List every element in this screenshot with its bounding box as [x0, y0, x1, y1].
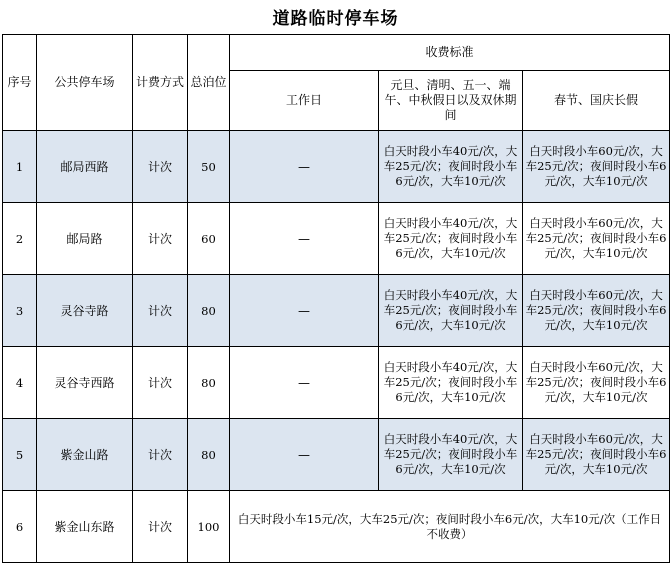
- table-row: [3, 347, 670, 419]
- header-holiday-short: 元旦、清明、五一、端午、中秋假日以及双休期间: [379, 71, 523, 131]
- row-holiday-long: 白天时段小车60元/次，大车25元/次；夜间时段小车6元/次，大车10元/次: [523, 203, 670, 275]
- row-lot: 灵谷寺西路: [37, 347, 133, 419]
- header-holiday-long: 春节、国庆长假: [523, 71, 670, 131]
- row-holiday-long: 白天时段小车60元/次，大车25元/次；夜间时段小车6元/次，大车10元/次: [523, 131, 670, 203]
- row-workday: —: [230, 131, 379, 203]
- row-lot: 邮局路: [37, 203, 133, 275]
- parking-fee-table: [2, 34, 670, 563]
- row-holiday-short: 白天时段小车40元/次，大车25元/次；夜间时段小车6元/次，大车10元/次: [379, 203, 523, 275]
- row-spaces: 80: [188, 347, 230, 419]
- row-spaces: 50: [188, 131, 230, 203]
- table-row: [3, 491, 670, 563]
- header-workday: 工作日: [230, 71, 379, 131]
- table-row: [3, 131, 670, 203]
- row-spaces: 60: [188, 203, 230, 275]
- header-lot: 公共停车场: [37, 35, 133, 131]
- row-lot: 灵谷寺路: [37, 275, 133, 347]
- row-lot: 邮局西路: [37, 131, 133, 203]
- row-workday: —: [230, 203, 379, 275]
- page-title: 道路临时停车场: [272, 9, 399, 29]
- row-method: 计次: [133, 347, 188, 419]
- table-row: [3, 275, 670, 347]
- row-holiday-short: 白天时段小车40元/次，大车25元/次；夜间时段小车6元/次，大车10元/次: [379, 275, 523, 347]
- row-holiday-long: 白天时段小车60元/次，大车25元/次；夜间时段小车6元/次，大车10元/次: [523, 419, 670, 491]
- table-row: [3, 419, 670, 491]
- header-spaces: 总泊位: [188, 35, 230, 131]
- row-index: 5: [3, 419, 37, 491]
- row-index: 2: [3, 203, 37, 275]
- row-holiday-long: 白天时段小车60元/次，大车25元/次；夜间时段小车6元/次，大车10元/次: [523, 275, 670, 347]
- row-fee-all: 白天时段小车15元/次，大车25元/次；夜间时段小车6元/次，大车10元/次（工作日不收费）: [230, 491, 670, 563]
- row-spaces: 80: [188, 419, 230, 491]
- row-spaces: 100: [188, 491, 230, 563]
- row-workday: —: [230, 347, 379, 419]
- row-index: 1: [3, 131, 37, 203]
- header-fee-standard: 收费标准: [230, 35, 670, 71]
- row-holiday-short: 白天时段小车40元/次，大车25元/次；夜间时段小车6元/次，大车10元/次: [379, 131, 523, 203]
- row-workday: —: [230, 275, 379, 347]
- row-workday: —: [230, 419, 379, 491]
- header-index: 序号: [3, 35, 37, 131]
- row-method: 计次: [133, 131, 188, 203]
- row-lot: 紫金山东路: [37, 491, 133, 563]
- row-method: 计次: [133, 275, 188, 347]
- row-method: 计次: [133, 203, 188, 275]
- header-method: 计费方式: [133, 35, 188, 131]
- row-index: 3: [3, 275, 37, 347]
- row-lot: 紫金山路: [37, 419, 133, 491]
- row-index: 4: [3, 347, 37, 419]
- row-holiday-short: 白天时段小车40元/次，大车25元/次；夜间时段小车6元/次，大车10元/次: [379, 419, 523, 491]
- row-spaces: 80: [188, 275, 230, 347]
- row-holiday-long: 白天时段小车60元/次，大车25元/次；夜间时段小车6元/次，大车10元/次: [523, 347, 670, 419]
- row-index: 6: [3, 491, 37, 563]
- table-row: [3, 203, 670, 275]
- row-method: 计次: [133, 419, 188, 491]
- row-holiday-short: 白天时段小车40元/次，大车25元/次；夜间时段小车6元/次，大车10元/次: [379, 347, 523, 419]
- row-method: 计次: [133, 491, 188, 563]
